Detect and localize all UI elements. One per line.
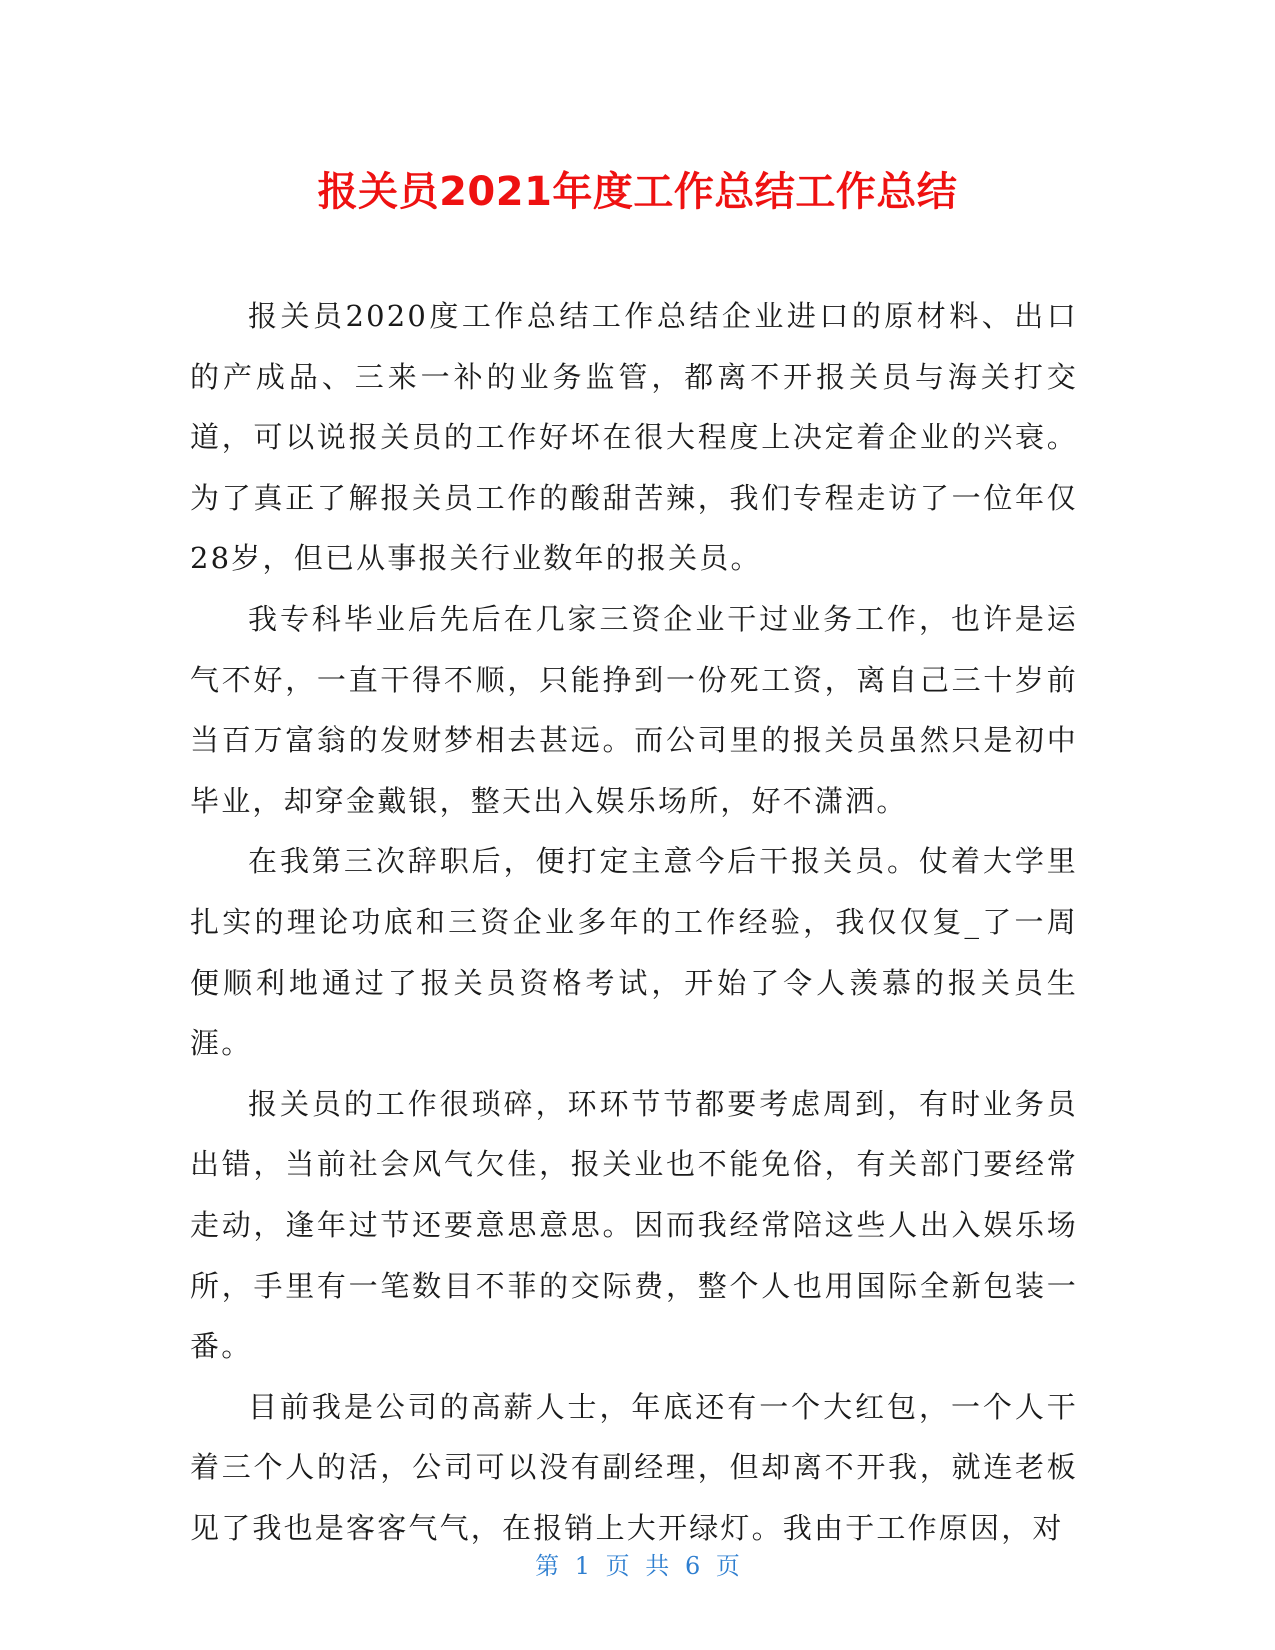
document-body: [190, 286, 1078, 1558]
page-number-footer: 第 1 页 共 6 页: [535, 1552, 740, 1580]
paragraph: 目前我是公司的高薪人士，年底还有一个大红包，一个人干着三个人的活，公司可以没有副经理，但却离不开我，就连老板见了我也是客客气气，在报销上大开绿灯。我由于工作原因，对: [190, 1389, 1078, 1545]
paragraph: 报关员2020度工作总结工作总结企业进口的原材料、出口的产成品、三来一补的业务监管，都离不开报关员与海关打交道，可以说报关员的工作好坏在很大程度上决定着企业的兴衰。为了真正了解报关员工作的酸甜苦辣，我们专程走访了一位年仅28岁，但已从事报关行业数年的报关员。: [190, 299, 1078, 576]
paragraph: 在我第三次辞职后，便打定主意今后干报关员。仗着大学里扎实的理论功底和三资企业多年的工作经验，我仅仅复_了一周便顺利地通过了报关员资格考试，开始了令人羡慕的报关员生涯。: [190, 844, 1078, 1061]
paragraph: 我专科毕业后先后在几家三资企业干过业务工作，也许是运气不好，一直干得不顺，只能挣到一份死工资，离自己三十岁前当百万富翁的发财梦相去甚远。而公司里的报关员虽然只是初中毕业，却穿金戴银，整天出入娱乐场所，好不潇洒。: [190, 601, 1078, 818]
document-title: 报关员2021年度工作总结工作总结: [317, 169, 958, 215]
paragraph: 报关员的工作很琐碎，环环节节都要考虑周到，有时业务员出错，当前社会风气欠佳，报关业也不能免俗，有关部门要经常走动，逢年过节还要意思意思。因而我经常陪这些人出入娱乐场所，手里有一笔数目不菲的交际费，整个人也用国际全新包装一番。: [190, 1086, 1078, 1364]
